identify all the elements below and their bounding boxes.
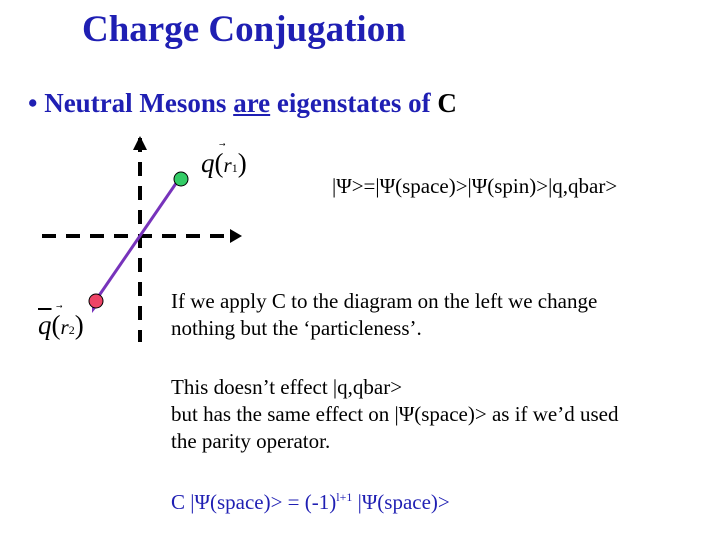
bullet-last: C bbox=[437, 88, 457, 118]
c-eigenvalue-equation bbox=[171, 489, 450, 516]
bullet-text-middle: eigenstates of bbox=[270, 88, 438, 118]
q1-label bbox=[201, 148, 247, 179]
q2-subscript: 2 bbox=[68, 323, 75, 337]
vertical-axis-arrowhead bbox=[133, 136, 147, 150]
c-equation-exponent: l+1 bbox=[336, 490, 353, 504]
q2-symbol: $\overline{q}$ bbox=[38, 310, 52, 340]
q1-vector: r bbox=[223, 153, 232, 177]
c-equation-suffix: |Ψ(space)> bbox=[352, 490, 450, 514]
horizontal-axis-arrowhead bbox=[230, 229, 242, 243]
q1-subscript: 1 bbox=[231, 161, 238, 175]
q1-symbol: q bbox=[201, 148, 215, 178]
paragraph-1-line-1: If we apply C to the diagram on the left we change bbox=[171, 289, 598, 313]
q2-label bbox=[38, 310, 84, 341]
q1-dot bbox=[174, 172, 188, 186]
bullet-emphasis: are bbox=[233, 88, 271, 118]
q2-vector: r bbox=[60, 315, 69, 339]
paragraph-2-line-2: but has the same effect on |Ψ(space)> as if we’d used bbox=[171, 402, 619, 426]
slide-title: Charge Conjugation bbox=[82, 9, 406, 50]
q2-close-paren: ) bbox=[74, 310, 84, 340]
q2-open-paren: ( bbox=[51, 310, 61, 340]
paragraph-1-line-2: nothing but the ‘particleness’. bbox=[171, 316, 422, 340]
connector-line bbox=[96, 179, 179, 300]
q2-dot bbox=[89, 294, 103, 308]
paragraph-2-line-1: This doesn’t effect |q,qbar> bbox=[171, 375, 403, 399]
bullet-text-before: Neutral Mesons bbox=[44, 88, 234, 118]
c-equation-prefix: C |Ψ(space)> = (-1) bbox=[171, 490, 337, 514]
state-equation: |Ψ>=|Ψ(space)>|Ψ(spin)>|q,qbar> bbox=[332, 174, 618, 198]
paragraph-2-line-3: the parity operator. bbox=[171, 429, 331, 453]
q1-open-paren: ( bbox=[214, 148, 224, 178]
paragraph-2 bbox=[171, 374, 619, 455]
bullet-marker: • bbox=[28, 88, 38, 118]
q1-close-paren: ) bbox=[237, 148, 247, 178]
paragraph-1 bbox=[171, 288, 597, 342]
